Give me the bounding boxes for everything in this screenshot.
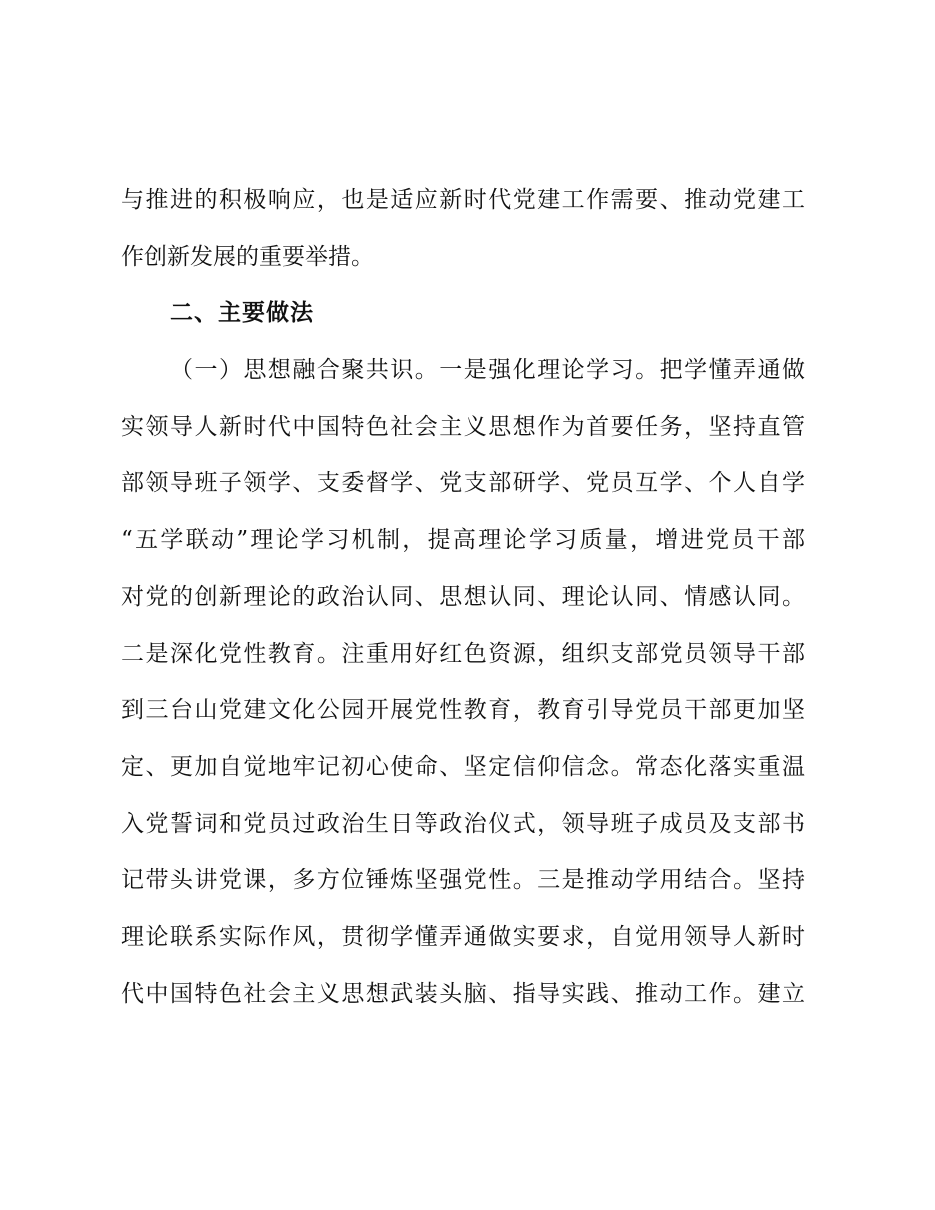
text-line: 记带头讲党课，多方位锤炼坚强党性。三是推动学用结合。坚持: [121, 867, 805, 894]
document-body: [121, 172, 805, 1022]
text-line: 作创新发展的重要举措。: [121, 243, 374, 270]
text-line: “五学联动”理论学习机制，提高理论学习质量，增进党员干部: [121, 527, 805, 554]
text-line: 实领导人新时代中国特色社会主义思想作为首要任务，坚持直管: [121, 413, 805, 440]
text-line: 部领导班子领学、支委督学、党支部研学、党员互学、个人自学: [121, 470, 805, 497]
section-heading: 二、主要做法: [170, 300, 314, 327]
text-line: （一）思想融合聚共识。一是强化理论学习。把学懂弄通做: [170, 357, 805, 384]
text-line: 代中国特色社会主义思想武装头脑、指导实践、推动工作。建立: [121, 980, 805, 1007]
text-line: 对党的创新理论的政治认同、思想认同、理论认同、情感认同。: [121, 583, 805, 610]
text-line: 到三台山党建文化公园开展党性教育，教育引导党员干部更加坚: [121, 697, 805, 724]
text-line: 与推进的积极响应，也是适应新时代党建工作需要、推动党建工: [121, 187, 805, 213]
text-line: 理论联系实际作风，贯彻学懂弄通做实要求，自觉用领导人新时: [121, 923, 805, 950]
text-line: 入党誓词和党员过政治生日等政治仪式，领导班子成员及支部书: [121, 810, 805, 837]
text-line: 定、更加自觉地牢记初心使命、坚定信仰信念。常态化落实重温: [121, 753, 805, 780]
text-line: 二是深化党性教育。注重用好红色资源，组织支部党员领导干部: [121, 640, 805, 667]
